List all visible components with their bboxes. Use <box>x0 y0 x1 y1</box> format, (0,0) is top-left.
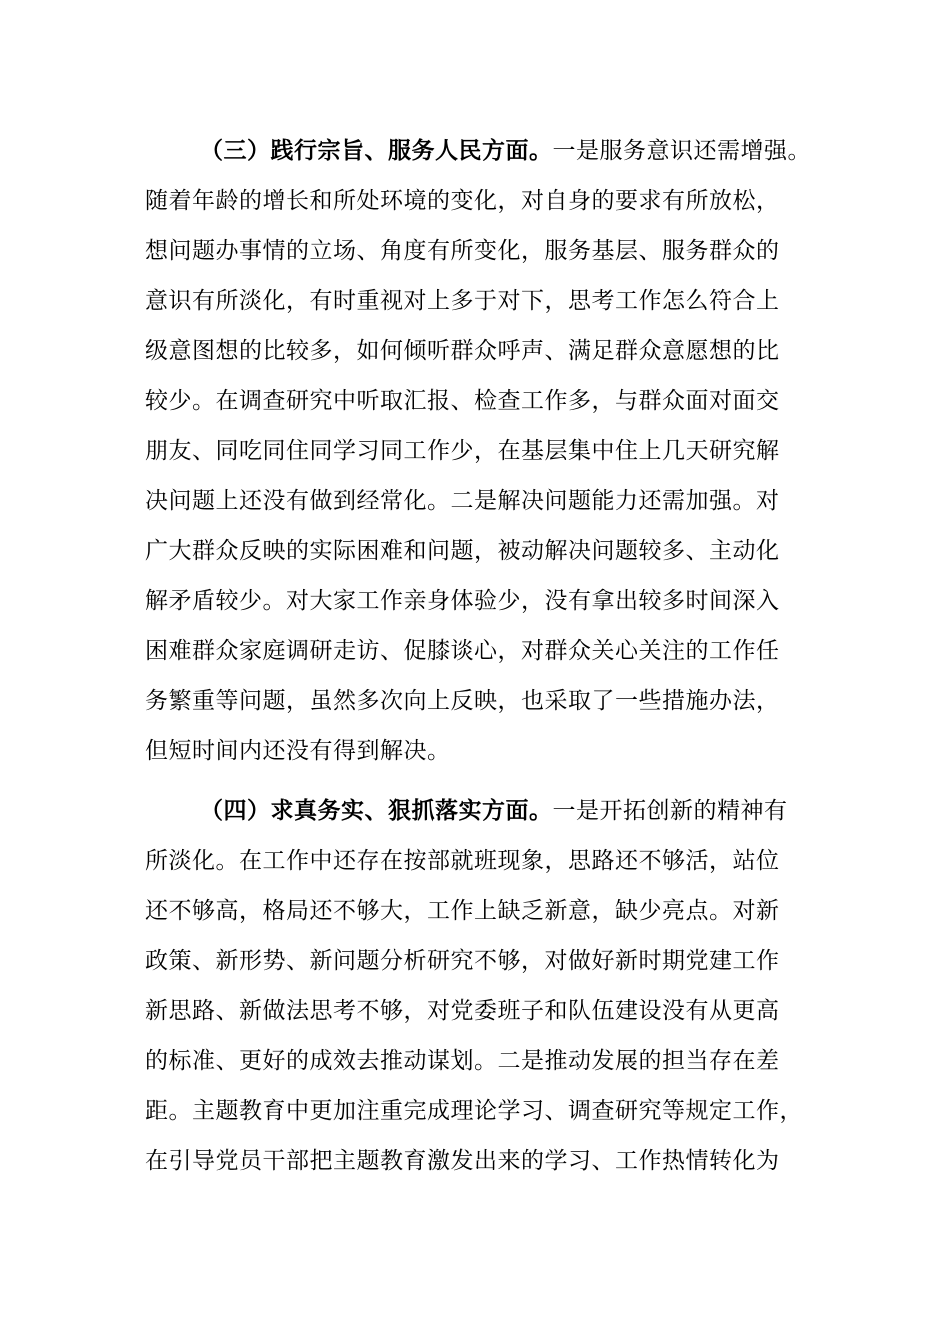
paragraph-2-heading: （四）求真务实、狠抓落实方面。 <box>200 798 553 824</box>
paragraph-2-line-7: 距。主题教育中更加注重完成理论学习、调查研究等规定工作， <box>145 1098 803 1124</box>
paragraph-1-line-6: 较少。在调查研究中听取汇报、检查工作多，与群众面对面交 <box>145 388 780 414</box>
paragraph-2-line-1 <box>200 796 788 826</box>
paragraph-2-line-8: 在引导党员干部把主题教育激发出来的学习、工作热情转化为 <box>145 1148 780 1174</box>
paragraph-1-line-11: 困难群众家庭调研走访、促膝谈心，对群众关心关注的工作任 <box>145 638 780 664</box>
paragraph-1-line-2: 随着年龄的增长和所处环境的变化，对自身的要求有所放松， <box>145 188 780 214</box>
paragraph-1-line-8: 决问题上还没有做到经常化。二是解决问题能力还需加强。对 <box>145 488 780 514</box>
paragraph-1-line-9: 广大群众反映的实际困难和问题，被动解决问题较多、主动化 <box>145 538 780 564</box>
paragraph-1-line-5: 级意图想的比较多，如何倾听群众呼声、满足群众意愿想的比 <box>145 338 780 364</box>
paragraph-2-line-5: 新思路、新做法思考不够，对党委班子和队伍建设没有从更高 <box>145 998 780 1024</box>
paragraph-2-line-4: 政策、新形势、新问题分析研究不够，对做好新时期党建工作 <box>145 948 780 974</box>
paragraph-1-line-13: 但短时间内还没有得到解决。 <box>145 738 451 764</box>
paragraph-1-line-4: 意识有所淡化，有时重视对上多于对下，思考工作怎么符合上 <box>145 288 780 314</box>
paragraph-1-line-10: 解矛盾较少。对大家工作亲身体验少，没有拿出较多时间深入 <box>145 588 780 614</box>
paragraph-1-line-1-text: 一是服务意识还需增强。 <box>552 138 811 164</box>
paragraph-1-line-12: 务繁重等问题，虽然多次向上反映，也采取了一些措施办法， <box>145 688 780 714</box>
paragraph-1-line-1 <box>200 136 811 166</box>
paragraph-2-line-3: 还不够高，格局还不够大，工作上缺乏新意，缺少亮点。对新 <box>145 898 780 924</box>
paragraph-1-line-7: 朋友、同吃同住同学习同工作少，在基层集中住上几天研究解 <box>145 438 780 464</box>
paragraph-2-line-2: 所淡化。在工作中还存在按部就班现象，思路还不够活，站位 <box>145 848 780 874</box>
paragraph-1-line-3: 想问题办事情的立场、角度有所变化，服务基层、服务群众的 <box>145 238 780 264</box>
paragraph-2-line-6: 的标准、更好的成效去推动谋划。二是推动发展的担当存在差 <box>145 1048 780 1074</box>
paragraph-1-heading: （三）践行宗旨、服务人民方面。 <box>200 138 553 164</box>
paragraph-2-line-1-text: 一是开拓创新的精神有 <box>552 798 788 824</box>
